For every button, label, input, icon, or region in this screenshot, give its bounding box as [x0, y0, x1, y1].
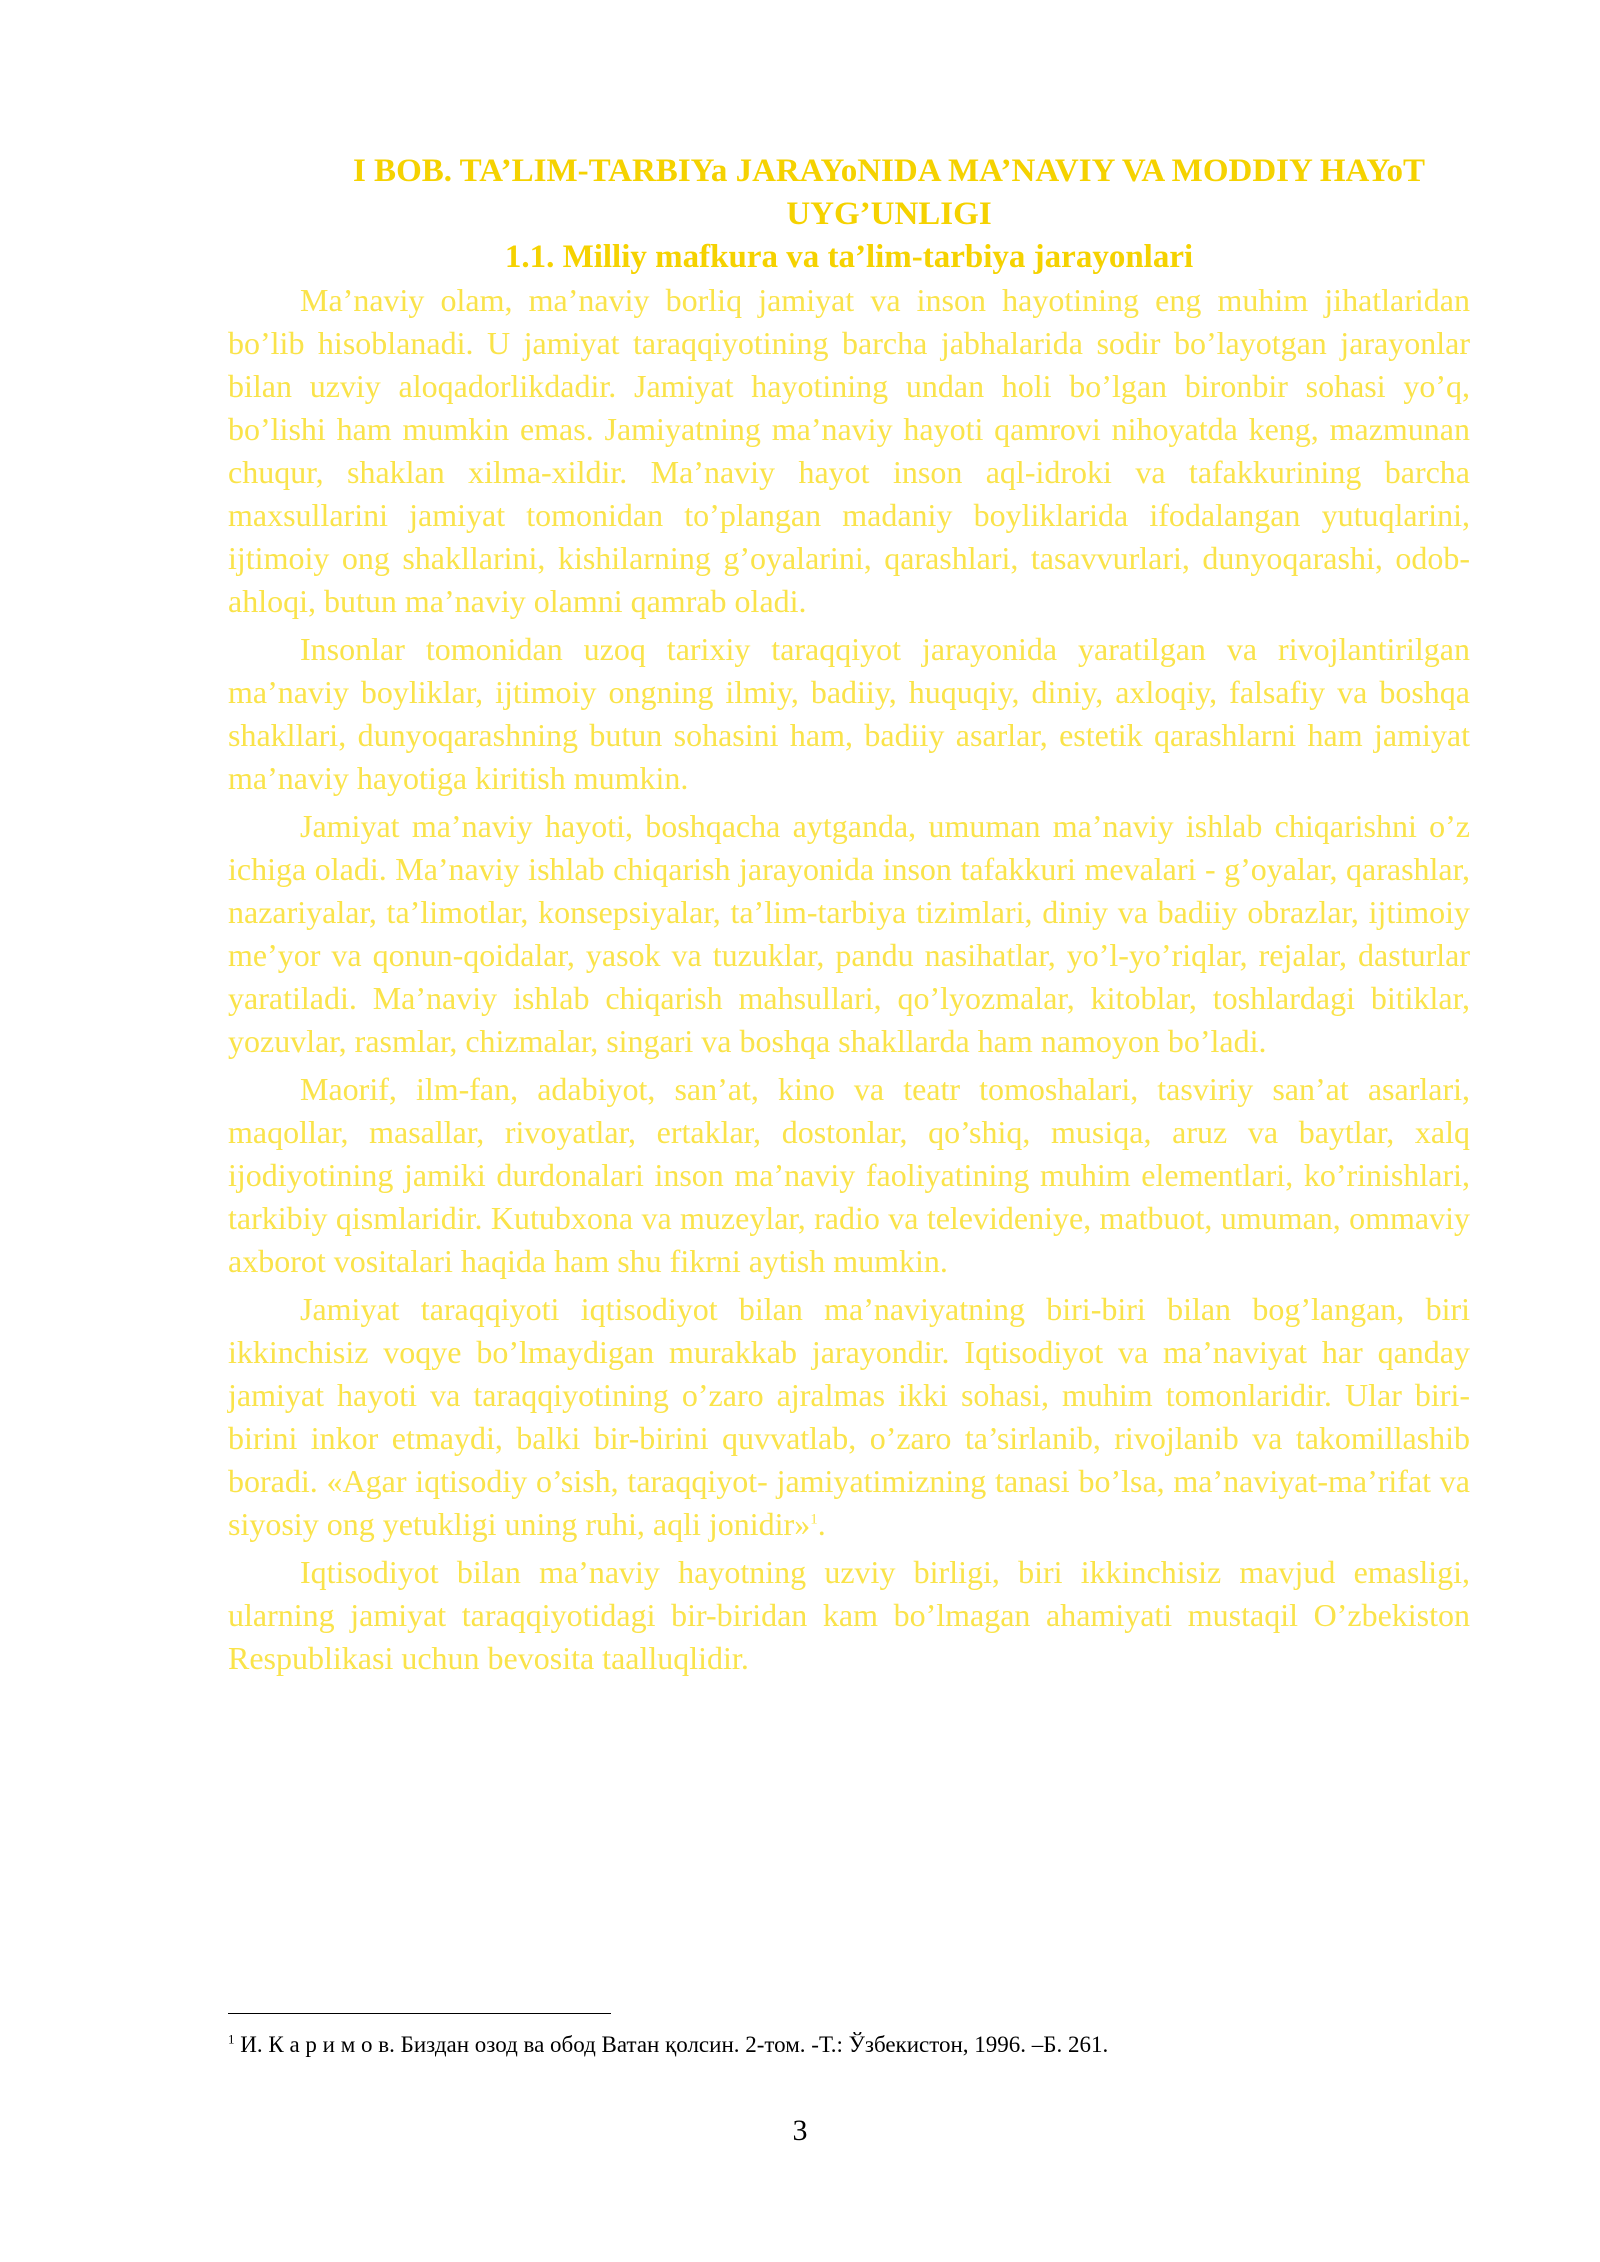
paragraph-5-tail: .	[817, 1506, 826, 1542]
paragraph-5-text: Jamiyat taraqqiyoti iqtisodiyot bilan ma’naviyatning biri-biri bilan bog’langan, biri ikkinchisiz voqye bo’lmaydigan murakkab jarayondir. Iqtisodiyot va ma’naviyat har qanday jamiyat hayoti va taraqqiyotining o’zaro ajralmas ikki sohasi, muhim tomonlaridir. Ular biri-birini inkor etmaydi, balki bir-birini quvvatlab, o’zaro ta’sirlanib, rivojlanib va takomillashib boradi. «Agar iqtisodiy o’sish, taraqqiyot- jamiyatimizning tanasi bo’lsa, ma’naviyat-ma’rifat va siyosiy ong yetukligi uning ruhi, aqli jonidir»	[228, 1291, 1470, 1542]
paragraph-2: Insonlar tomonidan uzoq tarixiy taraqqiyot jarayonida yaratilgan va rivojlantirilgan ma’naviy boyliklar, ijtimoiy ongning ilmiy, badiiy, huquqiy, diniy, axloqiy, falsafiy va boshqa shakllari, dunyoqarashning butun sohasini ham, badiiy asarlar, estetik qarashlarni ham jamiyat ma’naviy hayotiga kiritish mumkin.	[228, 631, 1470, 796]
footnote-separator	[228, 2013, 611, 2014]
page-number: 3	[792, 2114, 808, 2147]
chapter-title: I BOB. TA’LIM-TARBIYa JARAYoNIDA MA’NAVIY VA MODDIY HAYoT UYG’UNLIGI	[352, 153, 1426, 232]
footnote-reference[interactable]: 1	[810, 1511, 818, 1528]
footnote-text: И. К а р и м о в. Биздан озод ва обод Ватан қолсин. 2-том. -Т.: Ўзбекистон, 1996. –Б. 261.	[234, 2032, 1109, 2057]
section-title: 1.1. Milliy mafkura va ta’lim-tarbiya jarayonlari	[504, 239, 1194, 275]
footnote-marker: 1	[228, 2031, 235, 2047]
paragraph-3: Jamiyat ma’naviy hayoti, boshqacha aytganda, umuman ma’naviy ishlab chiqarishni o’z ichiga oladi. Ma’naviy ishlab chiqarish jarayonida inson tafakkuri mevalari - g’oyalar, qarashlar, nazariyalar, ta’limotlar, konsepsiyalar, ta’lim-tarbiya tizimlari, diniy va badiiy obrazlar, ijtimoiy me’yor va qonun-qoidalar, yasok va tuzuklar, pandu nasihatlar, yo’l-yo’riqlar, rejalar, dasturlar yaratiladi. Ma’naviy ishlab chiqarish mahsullari, qo’lyozmalar, kitoblar, toshlardagi bitiklar, yozuvlar, rasmlar, chizmalar, singari va boshqa shakllarda ham namoyon bo’ladi.	[228, 808, 1470, 1059]
footnote	[228, 2030, 1468, 2060]
body-text	[228, 279, 1470, 1680]
paragraph-6: Iqtisodiyot bilan ma’naviy hayotning uzviy birligi, biri ikkinchisiz mavjud emasligi, ularning jamiyat taraqqiyotidagi bir-biridan kam bo’lmagan ahamiyati mustaqil O’zbekiston Respublikasi uchun bevosita taalluqlidir.	[228, 1554, 1470, 1676]
paragraph-1: Ma’naviy olam, ma’naviy borliq jamiyat va inson hayotining eng muhim jihatlaridan bo’lib hisoblanadi. U jamiyat taraqqiyotining barcha jabhalarida sodir bo’layotgan jarayonlar bilan uzviy aloqadorlikdadir. Jamiyat hayotining undan holi bo’lgan bironbir sohasi yo’q, bo’lishi ham mumkin emas. Jamiyatning ma’naviy hayoti qamrovi nihoyatda keng, mazmunan chuqur, shaklan xilma-xildir. Ma’naviy hayot inson aql-idroki va tafakkurining barcha maxsullarini jamiyat tomonidan to’plangan madaniy boyliklarida ifodalangan yutuqlarini, ijtimoiy ong shakllarini, kishilarning g’oyalarini, qarashlari, tasavvurlari, dunyoqarashi, odob-ahloqi, butun ma’naviy olamni qamrab oladi.	[228, 282, 1470, 619]
paragraph-4: Maorif, ilm-fan, adabiyot, san’at, kino va teatr tomoshalari, tasviriy san’at asarlari, maqollar, masallar, rivoyatlar, ertaklar, dostonlar, qo’shiq, musiqa, aruz va baytlar, xalq ijodiyotining jamiki durdonalari inson ma’naviy faoliyatining muhim elementlari, ko’rinishlari, tarkibiy qismlaridir. Kutubxona va muzeylar, radio va televideniye, matbuot, umuman, ommaviy axborot vositalari haqida ham shu fikrni aytish mumkin.	[228, 1071, 1470, 1279]
page-content	[228, 150, 1470, 1685]
paragraph-5	[228, 1288, 1470, 1546]
